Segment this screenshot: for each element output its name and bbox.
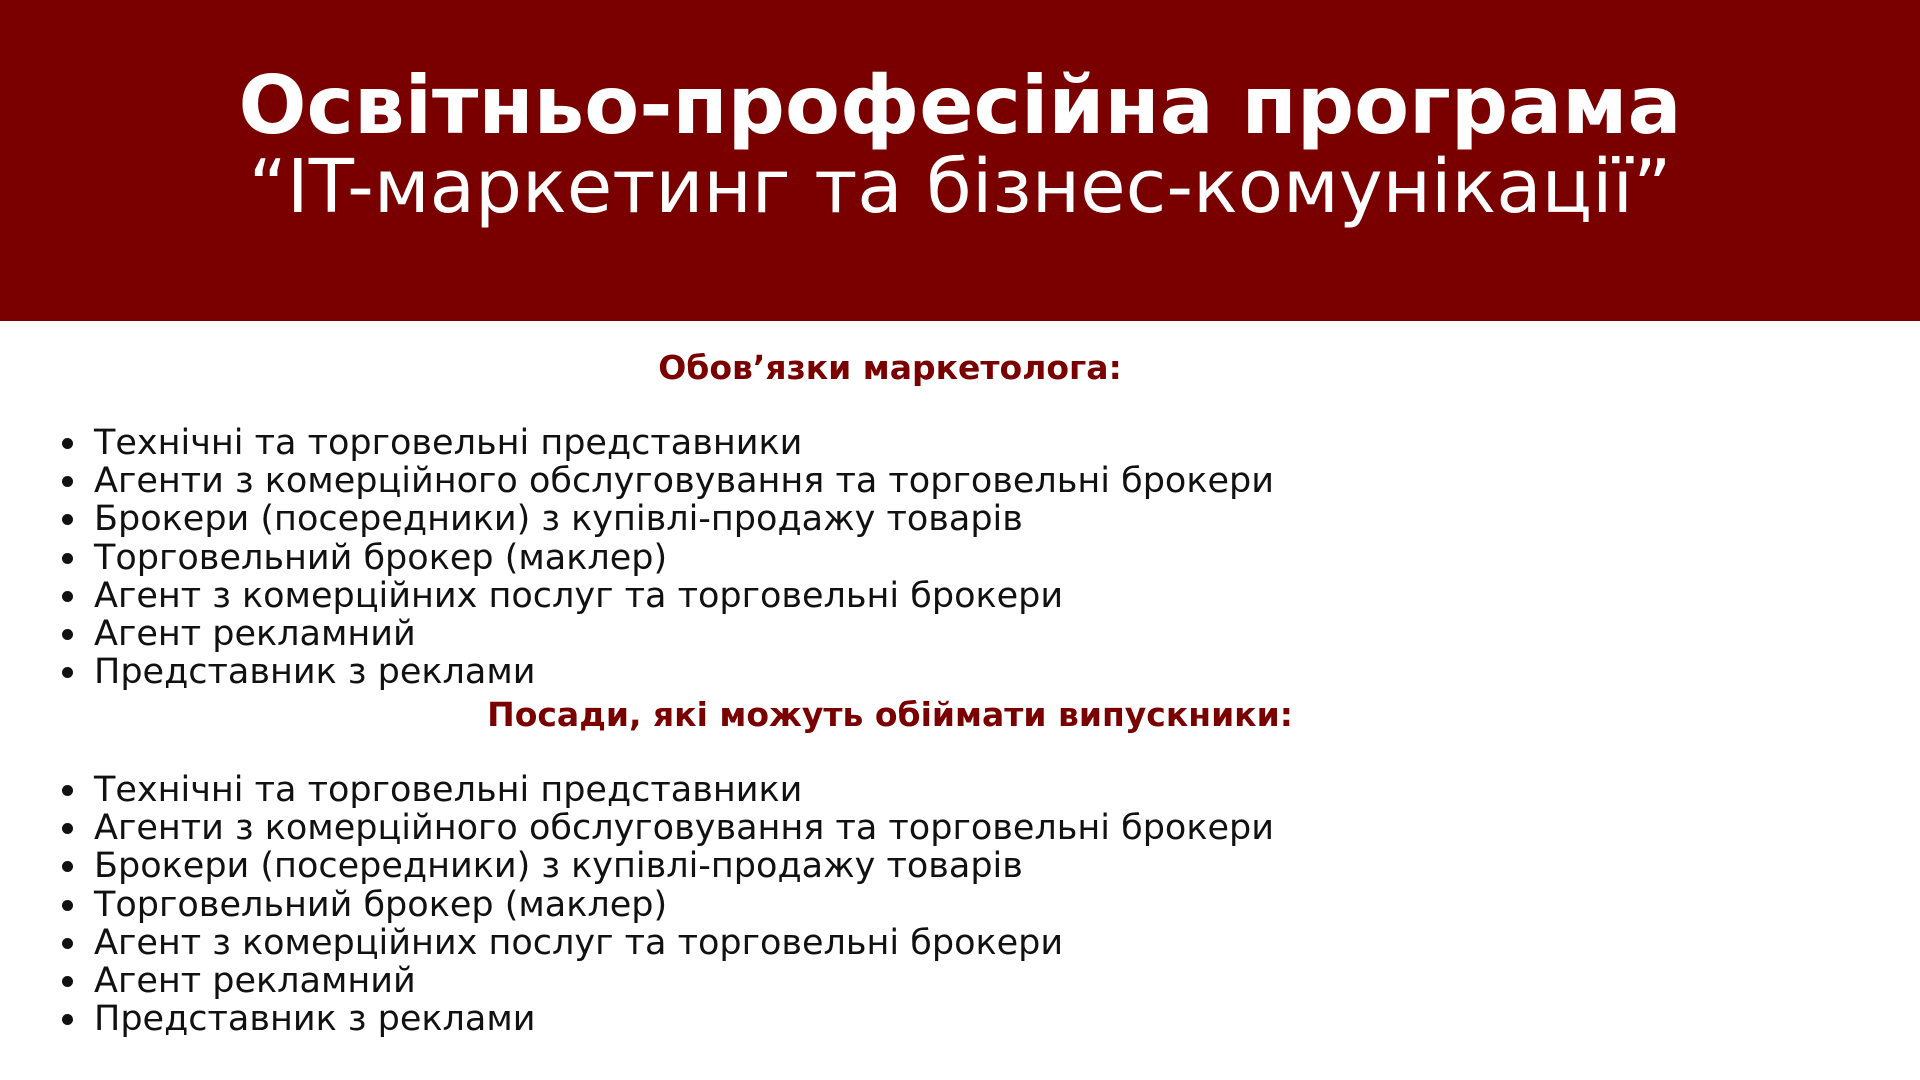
bullet-icon: [62, 553, 73, 564]
list-item-text: Агенти з комерційного обслуговування та торговельні брокери: [94, 808, 1274, 849]
bullet-icon: [62, 591, 73, 602]
list-item-text: Агент з комерційних послуг та торговельні брокери: [94, 575, 1064, 616]
duties-list: [58, 424, 1274, 691]
list-item-text: Торговельний брокер (маклер): [94, 537, 668, 578]
header-banner: [0, 0, 1920, 321]
list-item-text: Брокери (посередники) з купівлі-продажу товарів: [94, 846, 1023, 887]
list-item: [58, 886, 1274, 924]
list-item-text: Представник з реклами: [94, 652, 536, 693]
bullet-icon: [62, 667, 73, 678]
list-item: [58, 962, 1274, 1000]
list-item: [58, 1000, 1274, 1038]
bullet-icon: [62, 938, 73, 949]
list-item: [58, 615, 1274, 653]
list-item-text: Агенти з комерційного обслуговування та торговельні брокери: [94, 461, 1274, 502]
list-item-text: Представник з реклами: [94, 999, 536, 1040]
list-item: [58, 653, 1274, 691]
list-item-text: Технічні та торговельні представники: [94, 770, 803, 810]
bullet-icon: [62, 514, 73, 525]
page-title: Освітньо-професійна програма: [238, 59, 1682, 152]
list-item: [58, 847, 1274, 885]
positions-list: [58, 771, 1274, 1038]
list-item: [58, 577, 1274, 615]
list-item-text: Агент рекламний: [94, 614, 416, 655]
bullet-icon: [62, 900, 73, 911]
bullet-icon: [62, 629, 73, 640]
list-item: [58, 500, 1274, 538]
bullet-icon: [62, 438, 73, 449]
bullet-icon: [62, 823, 73, 834]
list-item: [58, 771, 1274, 809]
list-item-text: Брокери (посередники) з купівлі-продажу товарів: [94, 499, 1023, 540]
page-subtitle: “IT-маркетинг та бізнес-комунікації”: [248, 144, 1672, 230]
list-item-text: Агент рекламний: [94, 961, 416, 1002]
list-item-text: Технічні та торговельні представники: [94, 423, 803, 463]
section-heading-duties: Обов’язки маркетолога:: [658, 348, 1122, 387]
list-item: [58, 462, 1274, 500]
section-heading-positions: Посади, які можуть обіймати випускники:: [487, 695, 1293, 734]
bullet-icon: [62, 785, 73, 796]
list-item: [58, 924, 1274, 962]
bullet-icon: [62, 1014, 73, 1025]
bullet-icon: [62, 861, 73, 872]
bullet-icon: [62, 976, 73, 987]
list-item: [58, 809, 1274, 847]
list-item-text: Агент з комерційних послуг та торговельні брокери: [94, 922, 1064, 963]
list-item: [58, 424, 1274, 462]
list-item: [58, 539, 1274, 577]
list-item-text: Торговельний брокер (маклер): [94, 884, 668, 925]
bullet-icon: [62, 476, 73, 487]
